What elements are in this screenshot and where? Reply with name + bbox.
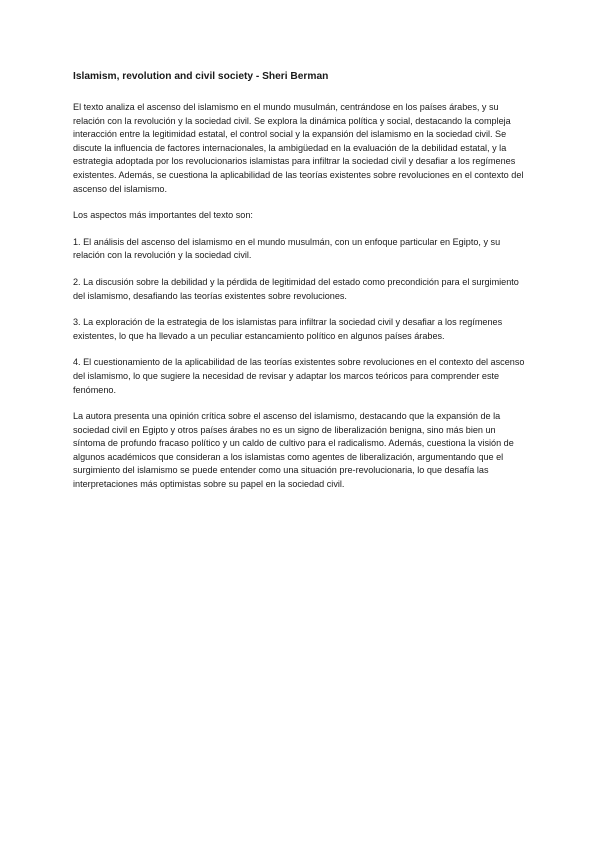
document-page xyxy=(73,70,529,505)
list-item-2: 2. La discusión sobre la debilidad y la pérdida de legitimidad del estado como precondición para el surgimiento del islamismo, desafiando las teorías existentes sobre revoluciones. xyxy=(73,276,519,301)
conclusion-paragraph: La autora presenta una opinión crítica sobre el ascenso del islamismo, destacando que la expansión de la sociedad civil en Egipto y otros países árabes no es un signo de liberalización benigna, sino más bien un síntoma de profundo fracaso político y un caldo de cultivo para el radicalismo. Además, cuestiona la visión de algunos académicos que consideran a los islamistas como agentes de liberalización, argumentando que el surgimiento del islamismo se puede entender como una situación pre-revolucionaria, lo que desafía las interpretaciones más optimistas sobre su papel en la sociedad civil. xyxy=(73,411,514,490)
list-intro: Los aspectos más importantes del texto son: xyxy=(73,210,253,221)
summary-paragraph: El texto analiza el ascenso del islamismo en el mundo musulmán, centrándose en los países árabes, y su relación con la revolución y la sociedad civil. Se explora la dinámica política y social, destacando la compleja interacción entre la legitimidad estatal, el control social y la expansión del islamismo en la sociedad civil. Se discute la influencia de factores internacionales, la ambigüedad en la evaluación de la debilidad estatal, y la estrategia adoptada por los revolucionarios islamistas para infiltrar la sociedad civil y desafiar a los regímenes existentes. Además, se cuestiona la aplicabilidad de las teorías existentes sobre revoluciones en el contexto del ascenso del islamismo. xyxy=(73,102,524,194)
list-item-4: 4. El cuestionamiento de la aplicabilidad de las teorías existentes sobre revoluciones en el contexto del ascenso del islamismo, lo que sugiere la necesidad de revisar y adaptar los marcos teóricos para comprender este fenómeno. xyxy=(73,357,525,395)
document-title: Islamism, revolution and civil society - Sheri Berman xyxy=(73,71,329,82)
list-item-1: 1. El análisis del ascenso del islamismo en el mundo musulmán, con un enfoque particular en Egipto, y su relación con la revolución y la sociedad civil. xyxy=(73,236,501,261)
list-item-3: 3. La exploración de la estrategia de los islamistas para infiltrar la sociedad civil y desafiar a los regímenes existentes, lo que ha llevado a un peculiar estancamiento político en algunos países árabes. xyxy=(73,317,503,341)
